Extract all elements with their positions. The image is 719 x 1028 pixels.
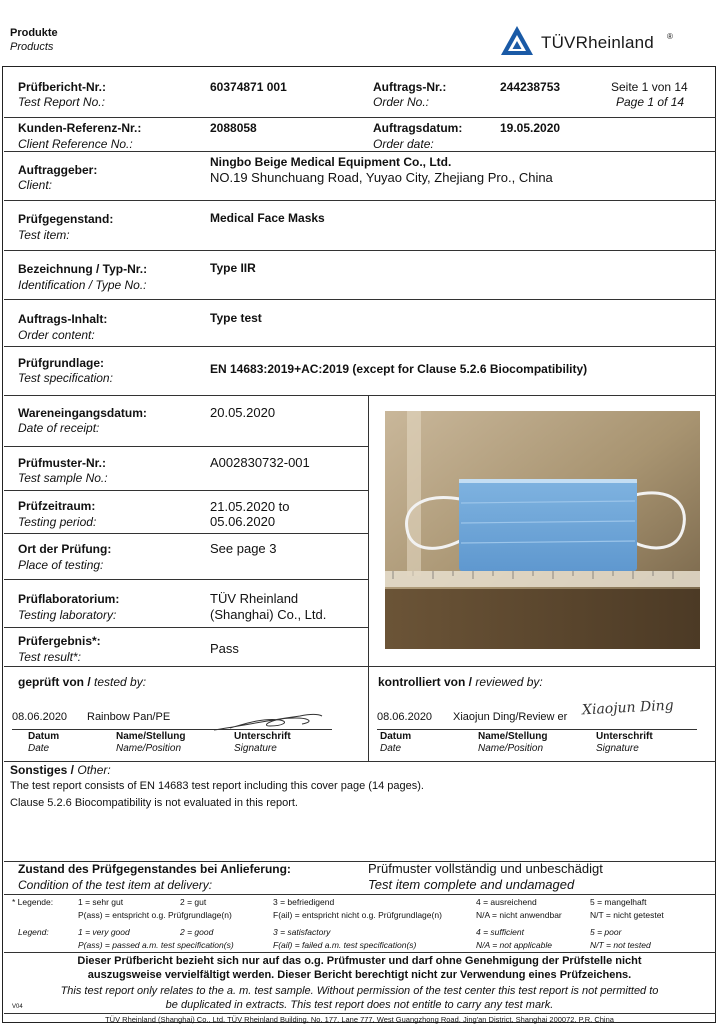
disclaimer-en-1: This test report only relates to the a. m. test sample. Without permission of the test center this test report is not permitted to <box>60 985 659 997</box>
col2-date-de: Datum <box>380 731 412 742</box>
legend-de-4: 4 = ausreichend <box>476 897 537 907</box>
ident-label-en: Identification / Type No.: <box>18 278 147 292</box>
legend-de-pass: P(ass) = entspricht o.g. Prüfgrundlage(n) <box>78 910 232 920</box>
disclaimer-de-1: Dieser Prüfbericht bezieht sich nur auf das o.g. Prüfmuster und darf ohne Genehmigung der Prüfstelle nicht <box>77 955 642 967</box>
page-indicator-en: Page 1 of 14 <box>616 95 685 109</box>
reviewed-signature: Xiaojun Ding <box>581 697 675 719</box>
legend-de-na: N/A = nicht anwendbar <box>476 910 562 920</box>
legend-de-nt: N/T = nicht getestet <box>590 910 664 920</box>
spec-label-en: Test specification: <box>18 371 113 385</box>
lab-value-2: (Shanghai) Co., Ltd. <box>210 607 327 622</box>
receipt-label-en: Date of receipt: <box>18 421 100 435</box>
report-no-value: 60374871 001 <box>210 80 287 94</box>
col2-date-en: Date <box>380 743 402 754</box>
legend-en-5: 5 = poor <box>590 927 622 937</box>
tested-by-label-de: geprüft von / <box>18 675 91 689</box>
legend-en-4: 4 = sufficient <box>476 927 524 937</box>
other-heading <box>10 763 111 777</box>
result-label-de: Prüfergebnis*: <box>18 634 101 648</box>
content-label-en: Order content: <box>18 328 95 342</box>
legend-de-2: 2 = gut <box>180 897 207 907</box>
client-ref-label-en: Client Reference No.: <box>18 137 133 151</box>
col-date-en: Date <box>28 743 50 754</box>
disclaimer-de-2: auszugsweise vervielfältigt werden. Dieser Bericht berechtigt nicht zur Verwendung eines Prüfzeichens. <box>87 969 632 981</box>
legend-en-na: N/A = not applicable <box>476 940 552 950</box>
client-ref-value: 2088058 <box>210 121 257 135</box>
order-date-label-en: Order date: <box>373 137 434 151</box>
period-label-en: Testing period: <box>18 515 97 529</box>
logo-registered: ® <box>667 32 673 41</box>
place-label-en: Place of testing: <box>18 558 104 572</box>
result-label-en: Test result*: <box>18 650 81 664</box>
report-no-label-en: Test Report No.: <box>18 95 105 109</box>
tuv-logo <box>499 24 699 60</box>
products-label-en: Products <box>10 41 54 53</box>
period-label-de: Prüfzeitraum: <box>18 499 96 513</box>
condition-value-en: Test item complete and undamaged <box>368 877 575 892</box>
order-date-value: 19.05.2020 <box>500 121 561 135</box>
client-label-de: Auftraggeber: <box>18 163 98 177</box>
content-value: Type test <box>210 311 262 325</box>
sample-label-en: Test sample No.: <box>18 471 108 485</box>
col-date-de: Datum <box>28 731 60 742</box>
item-value: Medical Face Masks <box>210 211 325 225</box>
other-label-en: Other: <box>77 763 111 777</box>
legend-de-3: 3 = befriedigend <box>273 897 335 907</box>
page-indicator-de: Seite 1 von 14 <box>611 80 688 94</box>
disclaimer-en-2: be duplicated in extracts. This test report does not entitle to carry any test mark. <box>165 999 554 1011</box>
place-value: See page 3 <box>210 541 277 556</box>
receipt-value: 20.05.2020 <box>210 405 276 420</box>
col2-signature-en: Signature <box>596 743 639 754</box>
condition-value-de: Prüfmuster vollständig und unbeschädigt <box>368 861 603 876</box>
col-signature-de: Unterschrift <box>234 731 291 742</box>
ident-label-de: Bezeichnung / Typ-Nr.: <box>18 262 148 276</box>
client-address: NO.19 Shunchuang Road, Yuyao City, Zhejiang Pro., China <box>210 170 553 185</box>
content-label-de: Auftrags-Inhalt: <box>18 312 108 326</box>
receipt-label-de: Wareneingangsdatum: <box>18 406 147 420</box>
reviewed-date: 08.06.2020 <box>377 711 433 723</box>
lab-value-1: TÜV Rheinland <box>210 591 299 606</box>
order-no-label-de: Auftrags-Nr.: <box>373 80 447 94</box>
sample-value: A002830732-001 <box>210 455 310 470</box>
tuv-triangle-icon <box>499 24 535 58</box>
tested-date: 08.06.2020 <box>12 711 68 723</box>
condition-label-de: Zustand des Prüfgegenstandes bei Anlieferung: <box>18 862 291 876</box>
reviewed-by-label-de: kontrolliert von / <box>378 675 473 689</box>
client-name: Ningbo Beige Medical Equipment Co., Ltd. <box>210 155 452 169</box>
other-line-2: Clause 5.2.6 Biocompatibility is not evaluated in this report. <box>10 797 298 809</box>
other-line-1: The test report consists of EN 14683 test report including this cover page (14 pages). <box>10 780 424 792</box>
other-label-de: Sonstiges / <box>10 763 75 777</box>
reviewed-by-label-en: reviewed by: <box>475 675 543 689</box>
sample-label-de: Prüfmuster-Nr.: <box>18 456 107 470</box>
tested-by-heading <box>18 675 146 689</box>
col-name-en: Name/Position <box>116 743 182 754</box>
reviewed-by-heading <box>378 675 543 689</box>
legend-en-1: 1 = very good <box>78 927 130 937</box>
lab-label-en: Testing laboratory: <box>18 608 117 622</box>
order-no-label-en: Order No.: <box>373 95 430 109</box>
legend-en-2: 2 = good <box>180 927 214 937</box>
tested-name: Rainbow Pan/PE <box>87 711 171 723</box>
report-no-label-de: Prüfbericht-Nr.: <box>18 80 107 94</box>
legend-en-nt: N/T = not tested <box>590 940 651 950</box>
period-value-2: 05.06.2020 <box>210 514 276 529</box>
spec-value: EN 14683:2019+AC:2019 (except for Clause 5.2.6 Biocompatibility) <box>210 362 588 376</box>
client-label-en: Client: <box>18 178 53 192</box>
reviewed-name: Xiaojun Ding/Review er <box>453 711 568 723</box>
logo-text: TÜVRheinland <box>541 33 654 52</box>
legend-en-pass: P(ass) = passed a.m. test specification(s) <box>78 940 234 950</box>
tested-by-label-en: tested by: <box>94 675 147 689</box>
item-label-de: Prüfgegenstand: <box>18 212 114 226</box>
col2-name-en: Name/Position <box>478 743 544 754</box>
order-date-label-de: Auftragsdatum: <box>373 121 463 135</box>
result-value: Pass <box>210 641 239 656</box>
place-label-de: Ort der Prüfung: <box>18 542 112 556</box>
legend-de-5: 5 = mangelhaft <box>590 897 647 907</box>
ident-value: Type IIR <box>210 261 256 275</box>
condition-label-en: Condition of the test item at delivery: <box>18 878 213 892</box>
legend-de-1: 1 = sehr gut <box>78 897 124 907</box>
client-ref-label-de: Kunden-Referenz-Nr.: <box>18 121 142 135</box>
legend-label-en: Legend: <box>18 927 49 937</box>
col-signature-en: Signature <box>234 743 277 754</box>
sample-photo <box>385 411 700 649</box>
footer-address: TÜV Rheinland (Shanghai) Co., Ltd. TÜV Rheinland Building, No. 177, Lane 777, West Guangzhong Road, Jing'an District, Shanghai 200072, P.R. China <box>105 1015 614 1024</box>
order-no-value: 244238753 <box>500 80 561 94</box>
col-name-de: Name/Stellung <box>116 731 186 742</box>
products-label-de: Produkte <box>10 27 58 39</box>
legend-en-fail: F(ail) = failed a.m. test specification(s) <box>273 940 417 950</box>
col2-signature-de: Unterschrift <box>596 731 653 742</box>
period-value-1: 21.05.2020 to <box>210 499 290 514</box>
spec-label-de: Prüfgrundlage: <box>18 356 104 370</box>
col2-name-de: Name/Stellung <box>478 731 548 742</box>
version-label: V04 <box>12 1004 23 1010</box>
legend-de-fail: F(ail) = entspricht nicht o.g. Prüfgrundlage(n) <box>273 910 442 920</box>
legend-label-de: * Legende: <box>12 897 54 907</box>
legend-en-3: 3 = satisfactory <box>273 927 331 937</box>
item-label-en: Test item: <box>18 228 70 242</box>
lab-label-de: Prüflaboratorium: <box>18 592 120 606</box>
